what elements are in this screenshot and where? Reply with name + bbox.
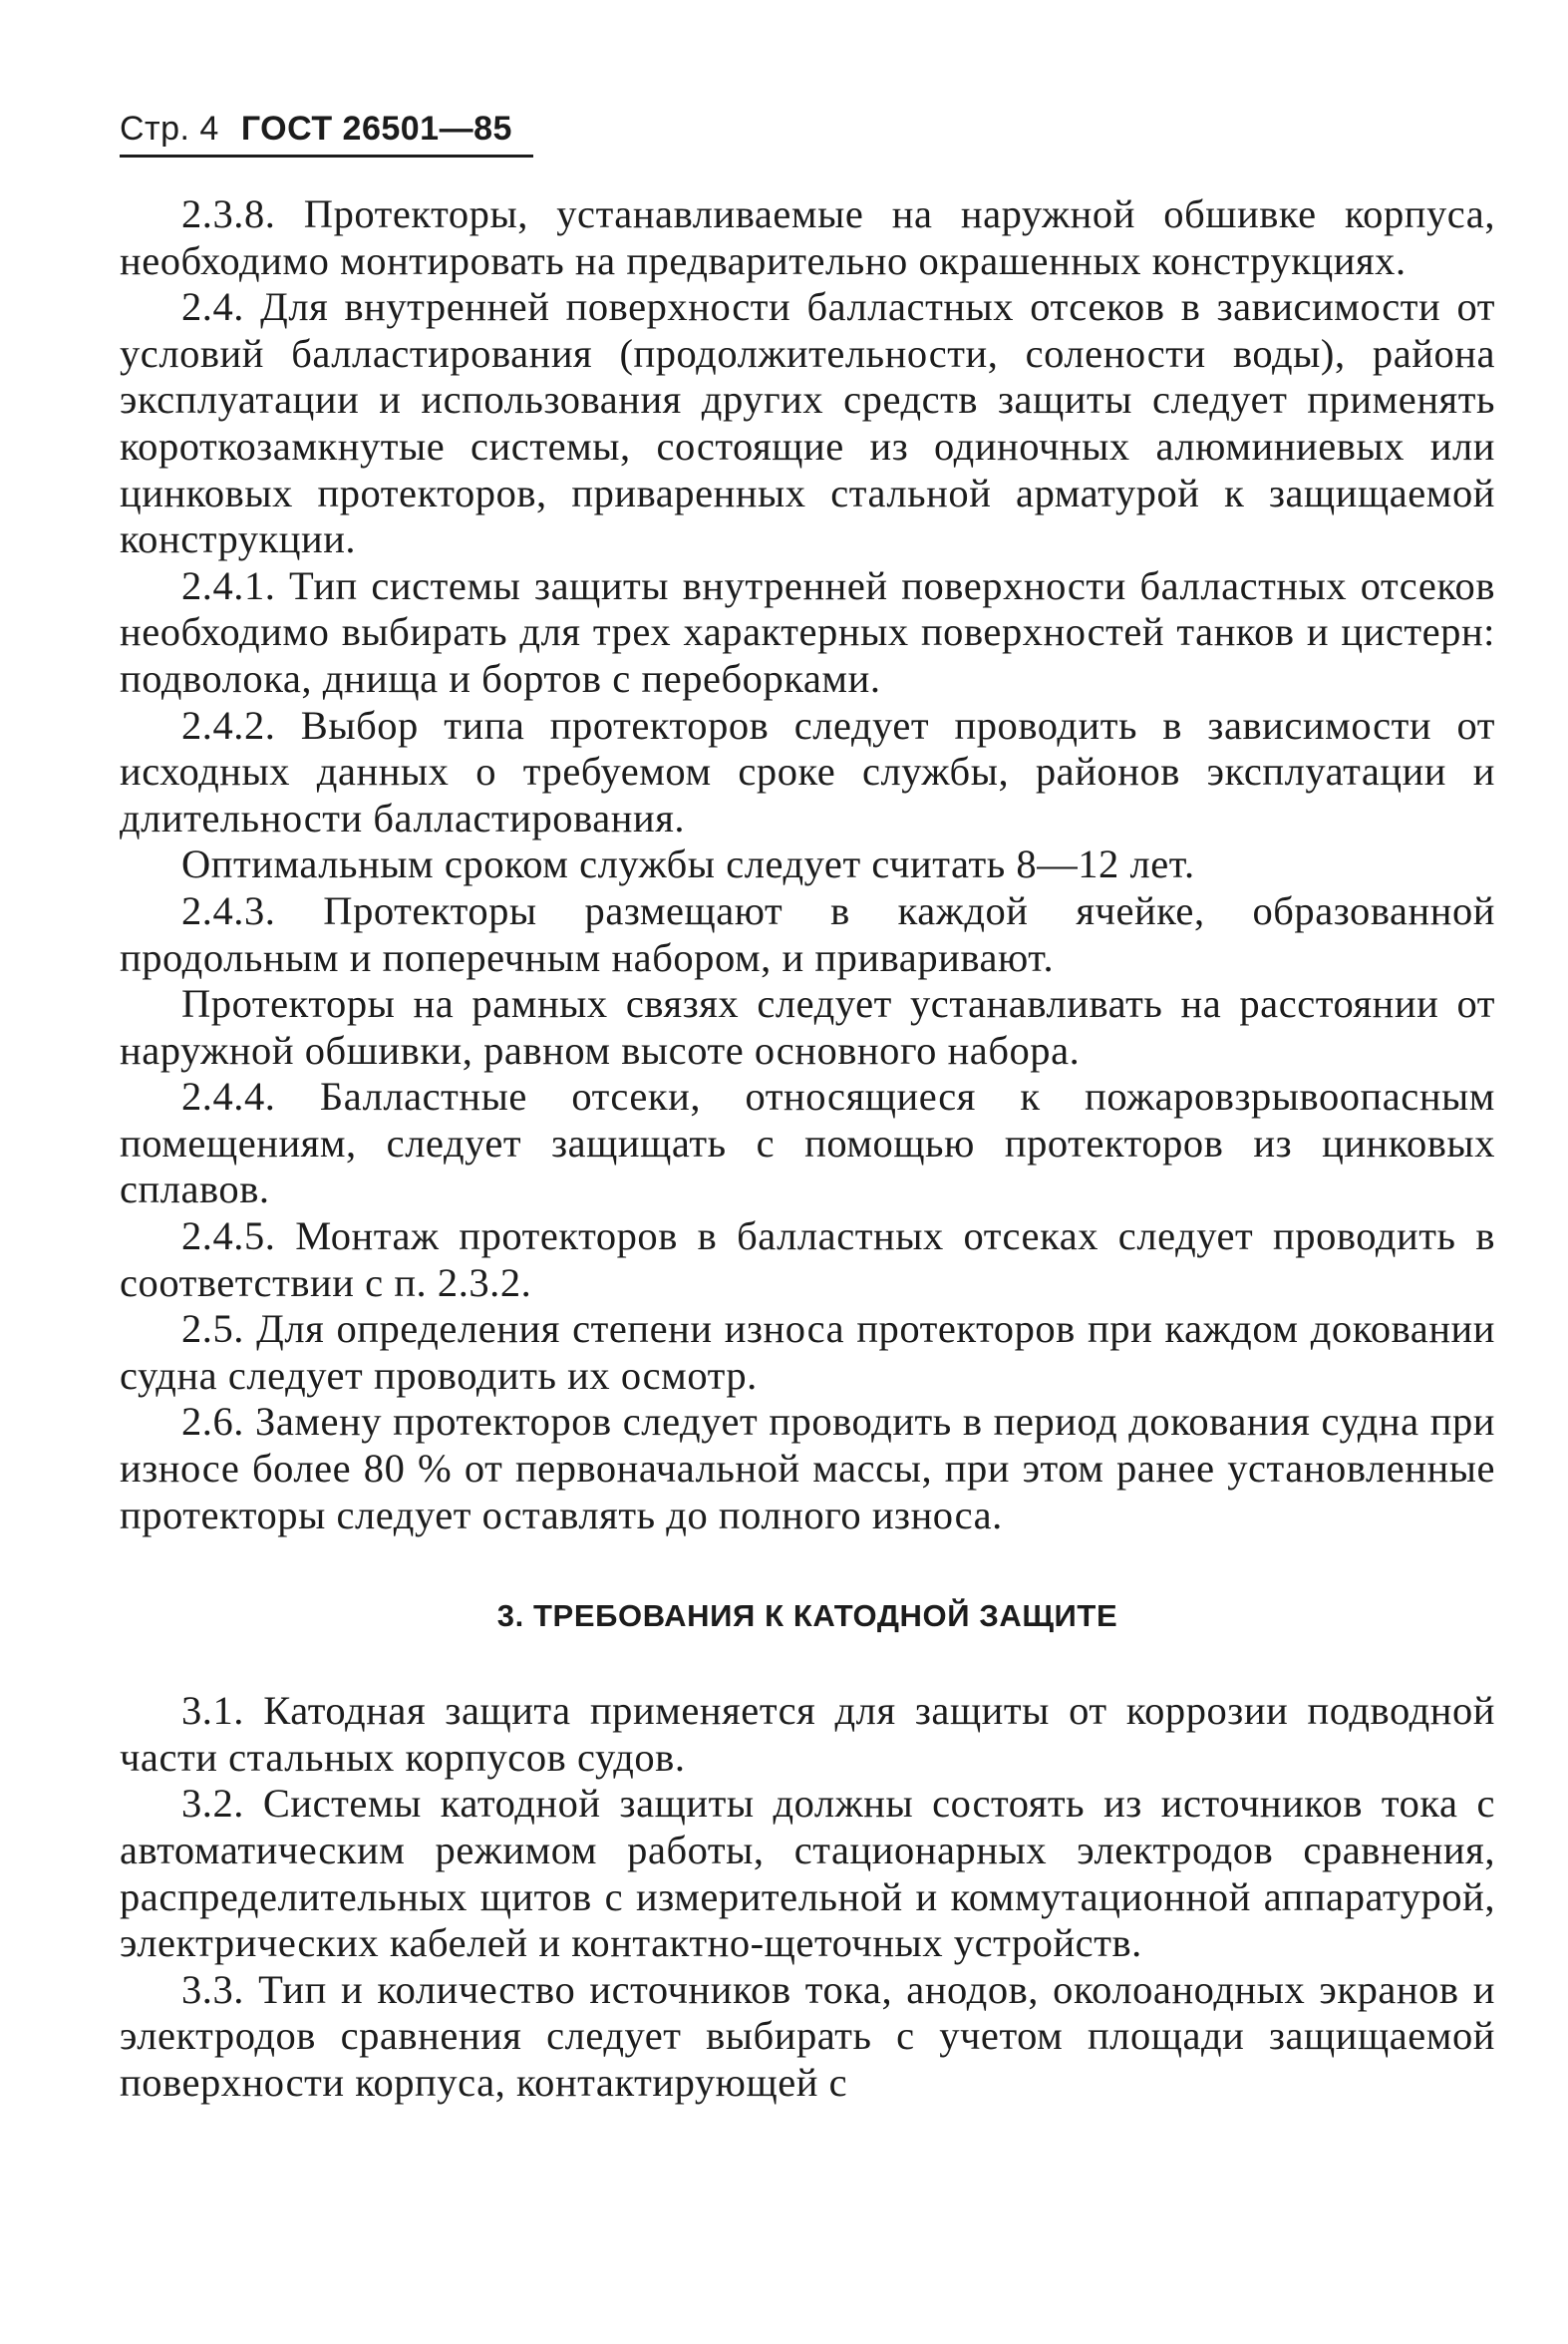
paragraph-2-3-8: 2.3.8. Протекторы, устанавливаемые на наружной обшивке корпуса, необходимо монтировать на предварительно окрашенных конструкциях.	[120, 191, 1495, 283]
document-body	[120, 191, 1495, 2107]
paragraph-service-life: Оптимальным сроком службы следует считать 8—12 лет.	[181, 841, 1195, 887]
standard-number: ГОСТ 26501—85	[240, 110, 512, 148]
paragraph-3-1: 3.1. Катодная защита применяется для защиты от коррозии подводной части стальных корпусов судов.	[120, 1688, 1495, 1780]
paragraph-2-4-1: 2.4.1. Тип системы защиты внутренней поверхности балластных отсеков необходимо выбирать для трех характерных поверхностей танков и цистерн: подволока, днища и бортов с переборками.	[120, 562, 1495, 701]
paragraph-2-4-2: 2.4.2. Выбор типа протекторов следует проводить в зависимости от исходных данных о требуемом сроке службы, районов эксплуатации и длительности балластирования.	[120, 702, 1495, 840]
paragraph-frame-protectors: Протекторы на рамных связях следует устанавливать на расстоянии от наружной обшивки, равном высоте основного набора.	[120, 981, 1495, 1073]
document-page	[120, 110, 1495, 2107]
page-header	[120, 110, 533, 158]
section-heading: 3. ТРЕБОВАНИЯ К КАТОДНОЙ ЗАЩИТЕ	[496, 1598, 1118, 1634]
paragraph-2-4-5: 2.4.5. Монтаж протекторов в балластных отсеках следует проводить в соответствии с п. 2.3.2.	[120, 1213, 1495, 1305]
paragraph-3-3: 3.3. Тип и количество источников тока, анодов, околоанодных экранов и электродов сравнения следует выбирать с учетом площади защищаемой поверхности корпуса, контактирующей с	[120, 1966, 1495, 2105]
paragraph-2-4: 2.4. Для внутренней поверхности балластных отсеков в зависимости от условий балластирования (продолжительности, солености воды), района эксплуатации и использования других средств защиты следует применять короткозамкнутые системы, состоящие из одиночных алюминиевых или цинковых протекторов, приваренных стальной арматурой к защищаемой конструкции.	[120, 284, 1495, 562]
paragraph-2-5: 2.5. Для определения степени износа протекторов при каждом доковании судна следует проводить их осмотр.	[120, 1306, 1495, 1398]
paragraph-2-6: 2.6. Замену протекторов следует проводить в период докования судна при износе более 80 % от первоначальной массы, при этом ранее установленные протекторы следует оставлять до полного износа.	[120, 1399, 1495, 1537]
paragraph-3-2: 3.2. Системы катодной защиты должны состоять из источников тока с автоматическим режимом работы, стационарных электродов сравнения, распределительных щитов с измерительной и коммутационной аппаратурой, электрических кабелей и контактно-щеточных устройств.	[120, 1781, 1495, 1966]
paragraph-2-4-4: 2.4.4. Балластные отсеки, относящиеся к пожаровзрывоопасным помещениям, следует защищать с помощью протекторов из цинковых сплавов.	[120, 1074, 1495, 1212]
page-number: Стр. 4	[120, 110, 219, 148]
paragraph-2-4-3: 2.4.3. Протекторы размещают в каждой ячейке, образованной продольным и поперечным набором, и приваривают.	[120, 887, 1495, 980]
